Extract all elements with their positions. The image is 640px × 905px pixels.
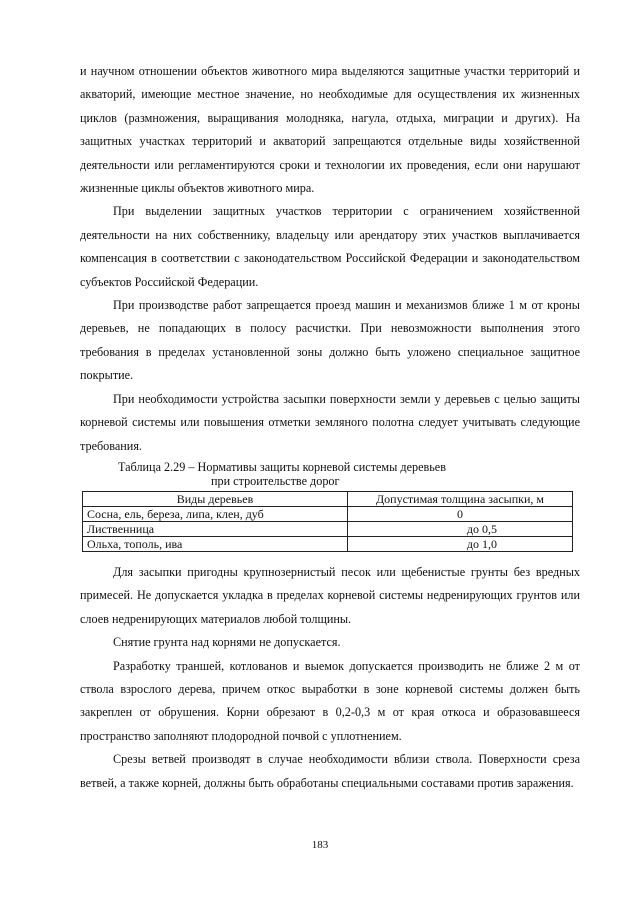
table-caption-line2: при строительстве дорог [211,473,340,488]
table-row [83,536,573,551]
paragraph-6: Снятие грунта над корнями не допускается. [113,635,341,650]
paragraph-7: Разработку траншей, котлованов и выемок допускается производить не ближе 2 м от ствола взрослого дерева, причем откос выработки в зоне корневой системы должен быть закреплен от обрушения. Корни обрезают в 0,2-0,3 м от края откоса и образовавшееся пространство заполняют плодородной почвой с уплотнением. [80,658,580,743]
table-row [83,506,573,521]
paragraph-5: Для засыпки пригодны крупнозернистый песок или щебенистые грунты без вредных примесей. Не допускается укладка в пределах корневой системы недренирующих грунтов или слоев недренирующих материалов любой толщины. [80,564,580,626]
paragraph-3: При производстве работ запрещается проезд машин и механизмов ближе 1 м от кроны деревьев, не попадающих в полосу расчистки. При невозможности выполнения этого требования в пределах установленной зоны должно быть уложено специальное защитное покрытие. [80,298,580,383]
header-fill-thickness: Допустимая толщина засыпки, м [348,491,573,506]
root-protection-table [82,491,573,552]
paragraph-1: и научном отношении объектов животного мира выделяются защитные участки территорий и акваторий, имеющие местное значение, но необходимые для осуществления их жизненных циклов (размножения, выращивания молодняка, нагула, отдыха, миграции и других). На защитных участках территорий и акваторий запрещаются отдельные виды хозяйственной деятельности или регламентируются сроки и технологии их проведения, если они нарушают жизненные циклы объектов животного мира. [80,64,580,196]
table-header-row [83,491,573,506]
table-row [83,521,573,536]
paragraph-4: При необходимости устройства засыпки поверхности земли у деревьев с целью защиты корневой системы или повышения отметки земляного полотна следует учитывать следующие требования. [80,391,580,453]
text-after-table [80,561,580,795]
table-caption [118,460,538,488]
paragraph-8: Срезы ветвей производят в случае необходимости вблизи ствола. Поверхности среза ветвей, а также корней, должны быть обработаны специальными составами против заражения. [80,752,580,790]
cell-thickness: 0 [348,506,573,521]
cell-species: Лиственница [83,521,348,536]
page-content [80,60,580,795]
page-number: 183 [311,839,329,851]
cell-thickness: до 1,0 [348,536,573,551]
paragraph-2: При выделении защитных участков территории с ограничением хозяйственной деятельности на них собственнику, владельцу или арендатору этих участков выплачивается компенсация в соответствии с законодательством Российской Федерации и законодательством субъектов Российской Федерации. [80,204,580,289]
cell-thickness: до 0,5 [348,521,573,536]
cell-species: Ольха, тополь, ива [83,536,348,551]
cell-species: Сосна, ель, береза, липа, клен, дуб [83,506,348,521]
header-tree-species: Виды деревьев [83,491,348,506]
table-caption-line1: Таблица 2.29 – Нормативы защиты корневой системы деревьев [118,459,446,474]
